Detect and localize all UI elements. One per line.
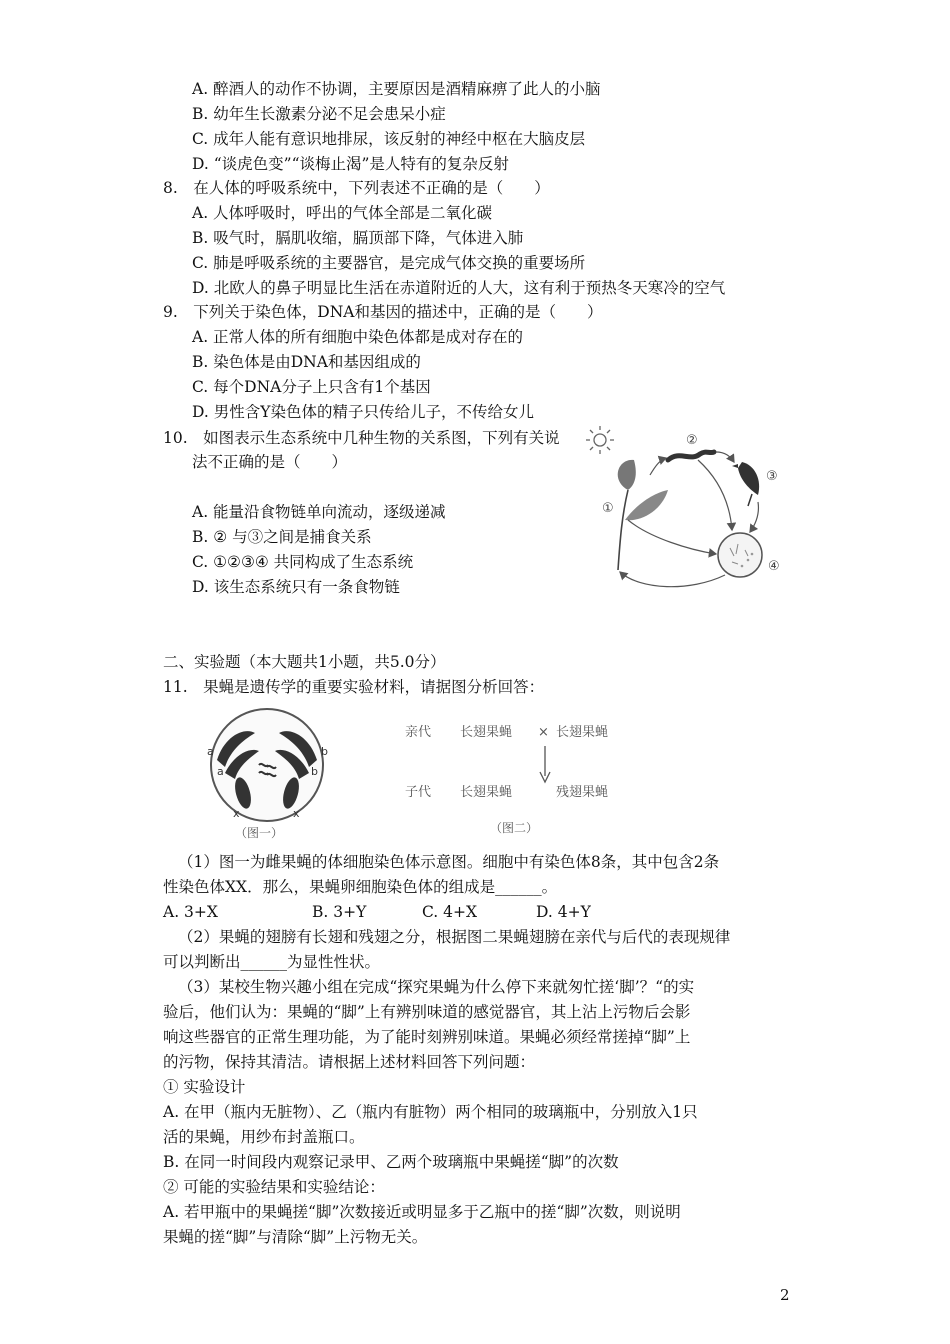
q7-option-c: C. 成年人能有意识地排尿，该反射的神经中枢在大脑皮层: [192, 130, 586, 148]
fig2-parent-label: 亲代: [405, 725, 432, 740]
q8-option-a: A. 人体呼吸时，呼出的气体全部是二氧化碳: [192, 204, 493, 222]
fig-label-4: ④: [768, 559, 780, 574]
fig2-cross-symbol: ×: [538, 725, 549, 740]
q8-option-b: B. 吸气时，膈肌收缩，膈顶部下降，气体进入肺: [192, 229, 524, 247]
q10-option-b: B. ② 与③之间是捕食关系: [192, 528, 372, 546]
q11-part1-option-d: D. 4+Y: [536, 903, 591, 921]
q11-part3-line2: 验后，他们认为：果蝇的“脚”上有辨别味道的感觉器官，其上沾上污物后会影: [163, 1003, 691, 1021]
q11-part3-line5: ① 实验设计: [163, 1078, 246, 1096]
q7-option-d: D. “谈虎色变”“谈梅止渴”是人特有的复杂反射: [192, 155, 509, 173]
fig-label-3: ③: [766, 469, 778, 484]
q10-stem-line1: 10. 如图表示生态系统中几种生物的关系图，下列有关说: [163, 429, 560, 447]
fig-label-1: ①: [602, 501, 614, 516]
arrow-bird-to-decomposer: [750, 502, 758, 532]
chromosome-figure: [195, 705, 340, 845]
arrow-caterpillar-to-bird: [716, 452, 734, 462]
fig1-label-a-inner: a: [217, 765, 224, 778]
fig2-child-label: 子代: [405, 785, 432, 800]
fig2-child1: 长翅果蝇: [460, 785, 513, 800]
q10-option-d: D. 该生态系统只有一条食物链: [192, 578, 400, 596]
bird-icon: [732, 462, 759, 506]
q11-part2-line1: （2）果蝇的翅膀有长翅和残翅之分，根据图二果蝇翅膀在亲代与后代的表现规律: [178, 928, 731, 946]
fig1-label-b-right: b: [321, 745, 328, 758]
q8-option-d: D. 北欧人的鼻子明显比生活在赤道附近的人大，这有利于预热冬天寒冷的空气: [192, 279, 726, 297]
q8-option-c: C. 肺是呼吸系统的主要器官，是完成气体交换的重要场所: [192, 254, 586, 272]
fig1-label-b-inner: b: [311, 765, 318, 778]
plant-icon: [618, 460, 668, 570]
q10-stem-line2: 法不正确的是（ ）: [192, 453, 348, 471]
fig1-label-x-left: x: [233, 807, 240, 820]
arrow-plant-to-caterpillar: [650, 458, 666, 475]
q11-part3-line7: 活的果蝇，用纱布封盖瓶口。: [163, 1128, 365, 1146]
arrow-decomposer-to-plant: [620, 572, 725, 587]
q11-stem: 11. 果蝇是遗传学的重要实验材料，请据图分析回答：: [163, 678, 545, 696]
cross-figure: [400, 710, 640, 840]
fig1-label-a-left: a: [207, 745, 214, 758]
q11-part3-line8: B. 在同一时间段内观察记录甲、乙两个玻璃瓶中果蝇搓“脚”的次数: [163, 1153, 619, 1171]
q8-stem: 8. 在人体的呼吸系统中，下列表述不正确的是（ ）: [163, 179, 550, 197]
q10-option-c: C. ①②③④ 共同构成了生态系统: [192, 553, 414, 571]
q11-part3-line3: 响这些器官的正常生理功能，为了能时刻辨别味道。果蝇必须经常搓掉“脚”上: [163, 1028, 691, 1046]
q11-part3-line1: （3）某校生物兴趣小组在完成“探究果蝇为什么停下来就匆忙搓‘脚’？“的实: [178, 978, 695, 996]
q11-part3-line6: A. 在甲（瓶内无脏物）、乙（瓶内有脏物）两个相同的玻璃瓶中，分别放入1只: [163, 1103, 698, 1121]
page-number: 2: [780, 1286, 790, 1304]
q9-option-a: A. 正常人体的所有细胞中染色体都是成对存在的: [192, 328, 524, 346]
q11-part1-option-b: B. 3+Y: [312, 903, 367, 921]
q7-option-a: A. 醉酒人的动作不协调，主要原因是酒精麻痹了此人的小脑: [192, 80, 601, 98]
caterpillar-icon: [668, 452, 714, 460]
q11-part3-line4: 的污物，保持其清洁。请根据上述材料回答下列问题：: [163, 1053, 536, 1071]
q10-option-a: A. 能量沿食物链单向流动，逐级递减: [192, 503, 446, 521]
q9-option-b: B. 染色体是由DNA和基因组成的: [192, 353, 421, 371]
q11-part1-line2: 性染色体XX．那么，果蝇卵细胞染色体的组成是______。: [163, 878, 558, 896]
q9-stem: 9. 下列关于染色体，DNA和基因的描述中，正确的是（ ）: [163, 303, 603, 321]
q7-option-b: B. 幼年生长激素分泌不足会患呆小症: [192, 105, 446, 123]
fig-label-2: ②: [686, 433, 698, 448]
arrow-caterpillar-to-decomposer: [698, 460, 732, 530]
fig2-parent2: 长翅果蝇: [556, 725, 609, 740]
q11-part3-line10: A. 若甲瓶中的果蝇搓“脚”次数接近或明显多于乙瓶中的搓“脚”次数，则说明: [163, 1203, 681, 1221]
q11-part1-line1: （1）图一为雌果蝇的体细胞染色体示意图。细胞中有染色体8条，其中包含2条: [178, 853, 720, 871]
q11-part3-line9: ② 可能的实验结果和实验结论：: [163, 1178, 385, 1196]
section-heading: 二、实验题（本大题共1小题，共5.0分）: [163, 653, 446, 671]
arrow-plant-to-decomposer: [628, 520, 716, 554]
fig2-child2: 残翅果蝇: [556, 785, 609, 800]
fig1-label-x-right: x: [293, 807, 300, 820]
q9-option-d: D. 男性含Y染色体的精子只传给儿子，不传给女儿: [192, 403, 534, 421]
q11-part3-line11: 果蝇的搓“脚”与清除“脚”上污物无关。: [163, 1228, 428, 1246]
fig1-caption: （图一）: [235, 826, 284, 840]
ecosystem-figure: [580, 420, 800, 610]
sun-icon: [586, 426, 614, 454]
decomposer-circle: [718, 533, 762, 577]
q11-part1-option-a: A. 3+X: [163, 903, 218, 921]
q9-option-c: C. 每个DNA分子上只含有1个基因: [192, 378, 431, 396]
q11-part2-line2: 可以判断出______为显性性状。: [163, 953, 381, 971]
fig2-caption: （图二）: [490, 821, 539, 835]
q11-part1-option-c: C. 4+X: [422, 903, 478, 921]
fig2-parent1: 长翅果蝇: [460, 725, 513, 740]
